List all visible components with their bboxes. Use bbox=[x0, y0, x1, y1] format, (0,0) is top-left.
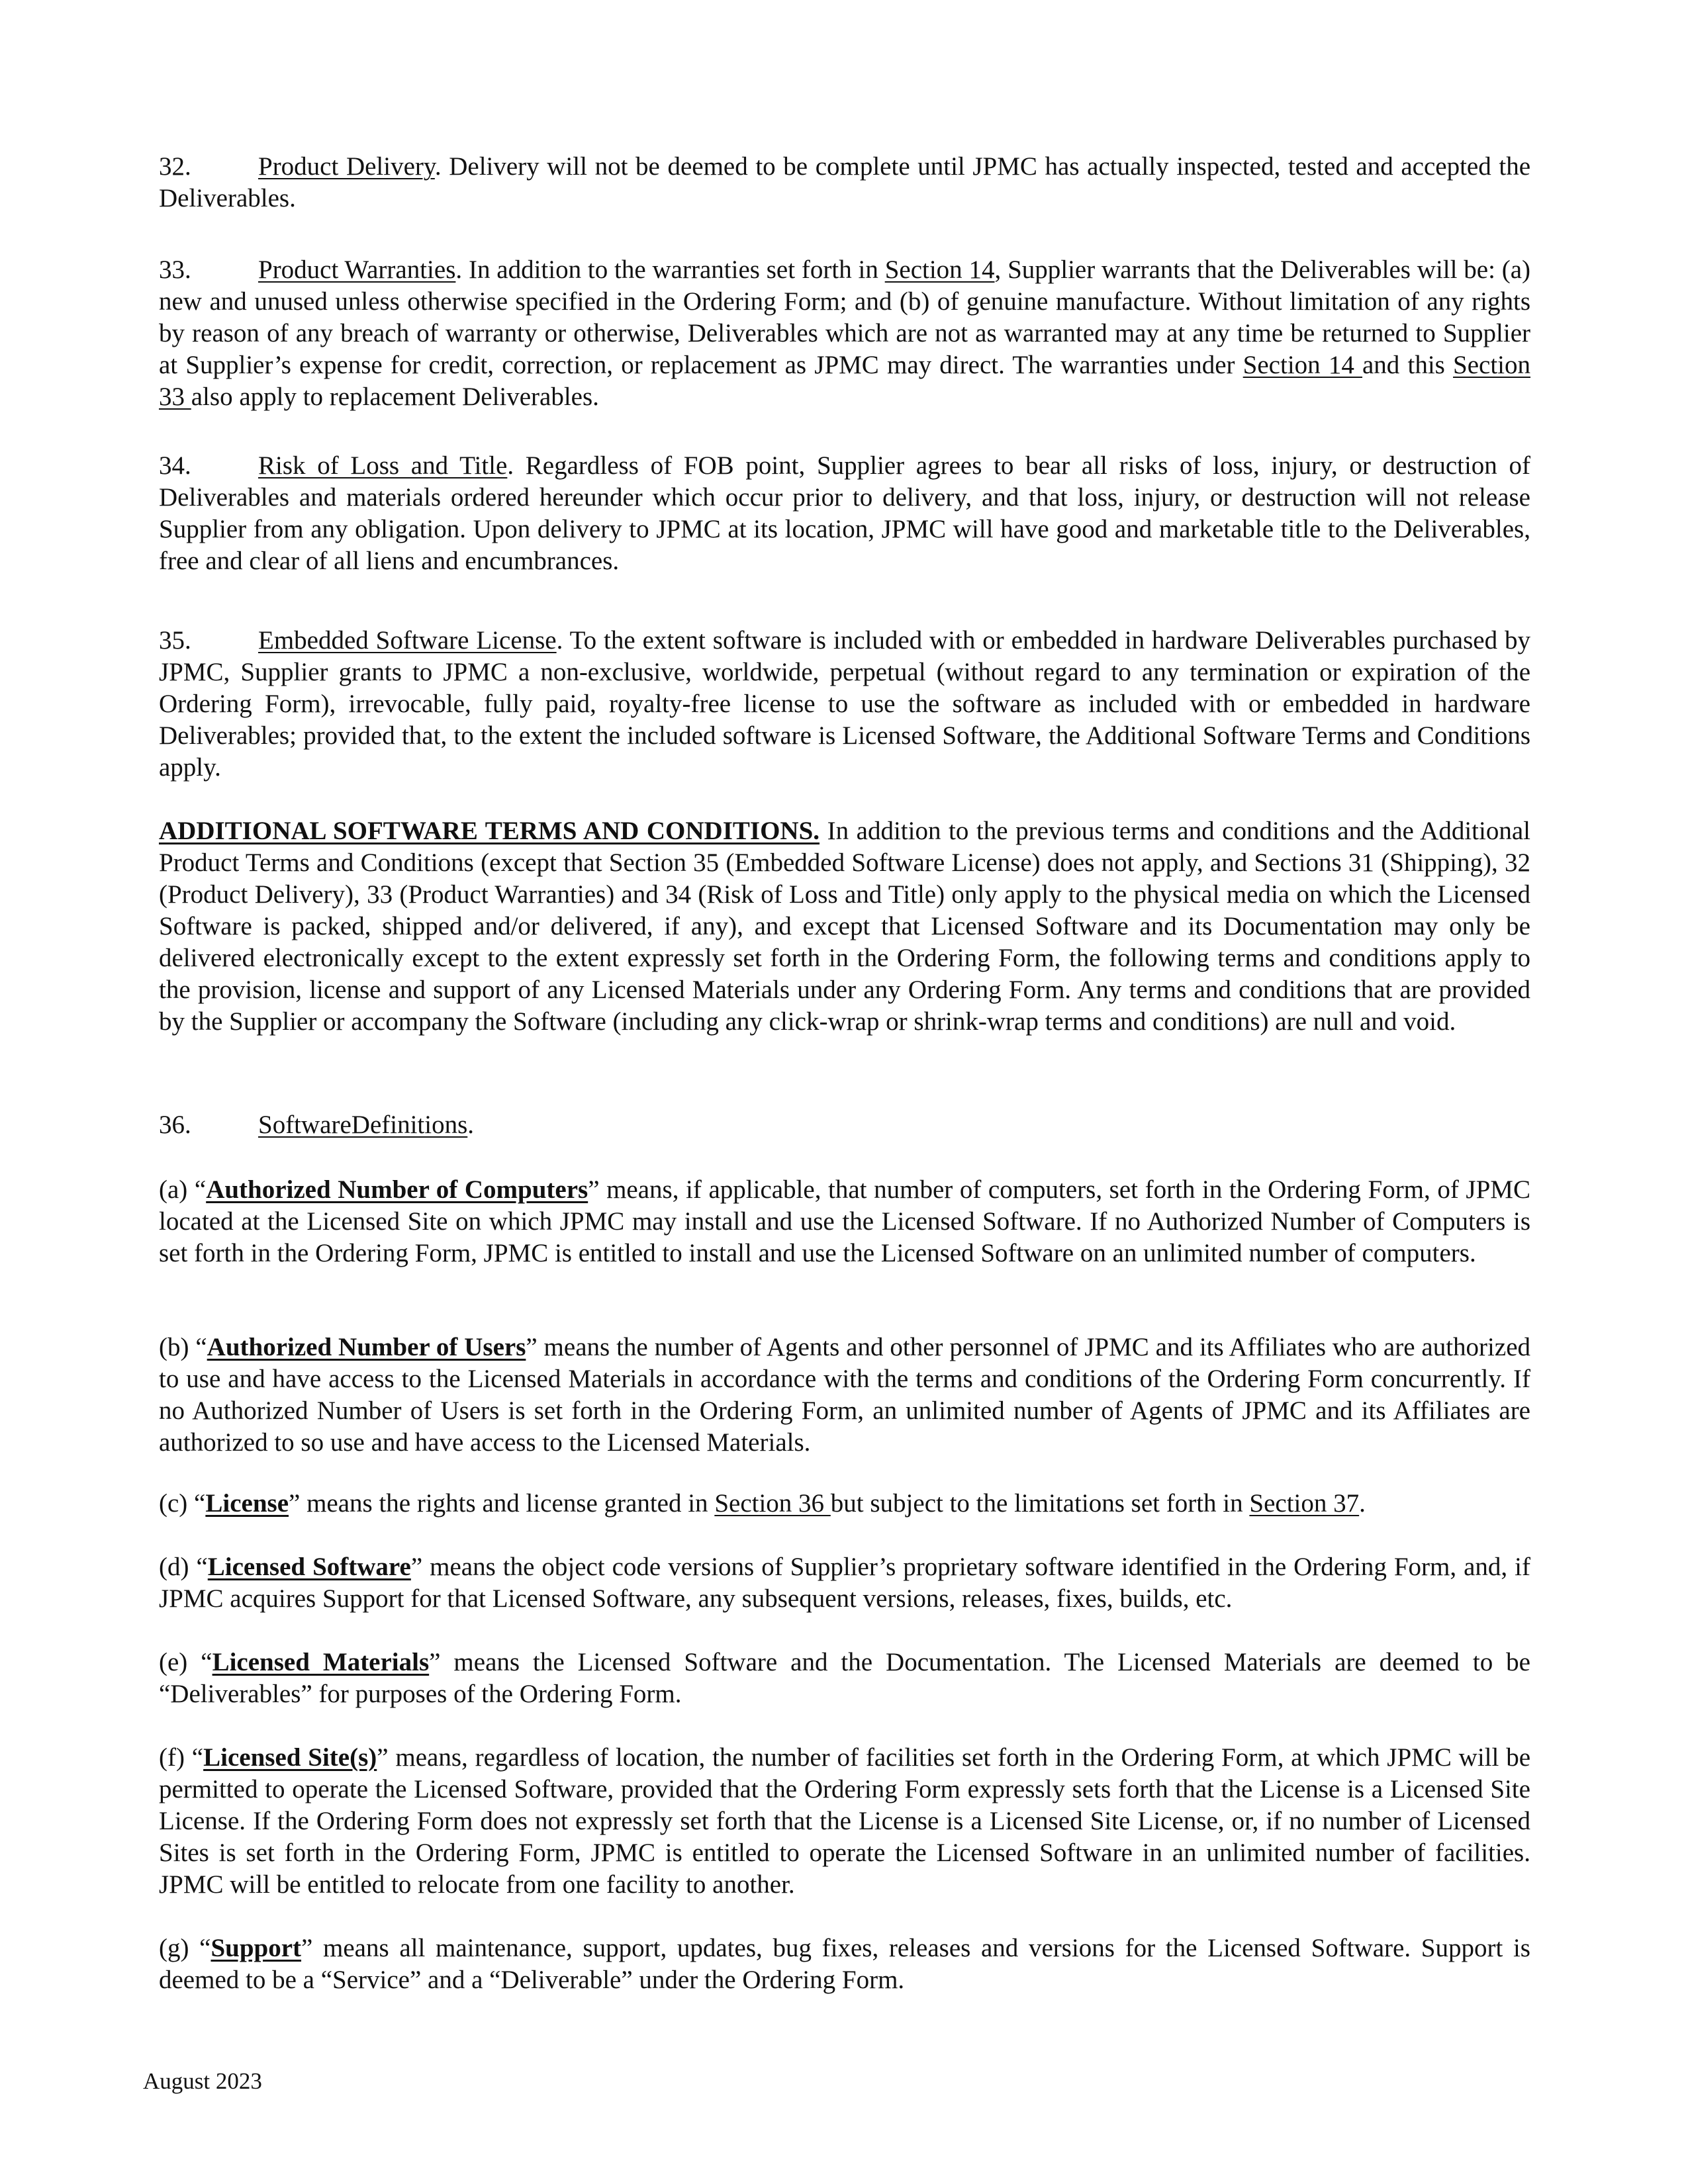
section-34 bbox=[159, 450, 1530, 577]
definition-body: ” means, regardless of location, the number of facilities set forth in the Ordering Form, at which JPMC will be permitted to operate the Licensed Software, provided that the Ordering Form expressly sets forth that the License is a Licensed Site License. If the Ordering Form does not expressly set forth that the License is a Licensed Site License, or, if no number of Licensed Sites is set forth in the Ordering Form, JPMC is entitled to operate the Licensed Software in an unlimited number of facilities. JPMC will be entitled to relocate from one facility to another. bbox=[159, 1743, 1530, 1899]
definition-g bbox=[159, 1933, 1530, 1996]
section-reference: Section 33 bbox=[159, 351, 1530, 411]
definition-body: ” means the object code versions of Supplier’s proprietary software identified in the Ordering Form, and, if JPMC acquires Support for that Licensed Software, any subsequent versions, releases, fixes, builds, etc. bbox=[159, 1553, 1530, 1613]
definition-prefix: (g) “ bbox=[159, 1934, 211, 1962]
additional-heading: ADDITIONAL SOFTWARE TERMS AND CONDITIONS. bbox=[159, 817, 820, 845]
section-title: SoftwareDefinitions bbox=[258, 1111, 468, 1139]
definition-body: ” means the Licensed Software and the Documentation. The Licensed Materials are deemed to be “Deliverables” for purposes of the Ordering Form. bbox=[159, 1648, 1530, 1708]
definition-prefix: (e) “ bbox=[159, 1648, 212, 1676]
definition-a bbox=[159, 1174, 1530, 1269]
definition-body: ” means the number of Agents and other personnel of JPMC and its Affiliates who are authorized to use and have access to the Licensed Materials in accordance with the terms and conditions of the Ordering Form concurrently. If no Authorized Number of Users is set forth in the Ordering Form, an unlimited number of Agents of JPMC and its Affiliates are authorized to so use and have access to the Licensed Materials. bbox=[159, 1333, 1531, 1457]
definition-b bbox=[159, 1332, 1530, 1459]
definition-prefix: (b) “ bbox=[159, 1333, 207, 1361]
definition-text: . bbox=[1359, 1489, 1366, 1518]
section-reference: Section 14 bbox=[884, 255, 995, 284]
definition-body: ” means, if applicable, that number of computers, set forth in the Ordering Form, of JPMC located at the Licensed Site on which JPMC may install and use the Licensed Software. If no Authorized Number of Computers is set forth in the Ordering Form, JPMC is entitled to install and use the Licensed Software on an unlimited number of computers. bbox=[159, 1175, 1530, 1267]
section-number: 36. bbox=[159, 1111, 191, 1139]
section-35 bbox=[159, 625, 1530, 784]
section-number: 35. bbox=[159, 626, 191, 655]
section-text: also apply to replacement Deliverables. bbox=[191, 383, 599, 411]
definition-f bbox=[159, 1742, 1530, 1901]
section-title: Product Warranties bbox=[258, 255, 456, 284]
definition-term: License bbox=[205, 1489, 289, 1518]
section-body: . To the extent software is included with or embedded in hardware Deliverables purchased by JPMC, Supplier grants to JPMC a non-exclusive, worldwide, perpetual (without regard to any termination or expiration of the Ordering Form), irrevocable, fully paid, royalty-free license to use the software as included with or embedded in hardware Deliverables; provided that, to the extent the included software is Licensed Software, the Additional Software Terms and Conditions apply. bbox=[159, 626, 1530, 782]
definition-text: but subject to the limitations set forth in bbox=[830, 1489, 1250, 1518]
definition-term: Licensed Materials bbox=[212, 1648, 430, 1676]
definition-term: Support bbox=[211, 1934, 302, 1962]
definition-term: Authorized Number of Computers bbox=[206, 1175, 588, 1204]
footer-date: August 2023 bbox=[143, 2068, 262, 2094]
section-reference: Section 36 bbox=[714, 1489, 831, 1518]
definition-prefix: (a) “ bbox=[159, 1175, 207, 1204]
section-title: Product Delivery bbox=[258, 152, 435, 181]
definition-prefix: (c) “ bbox=[159, 1489, 206, 1518]
additional-body: In addition to the previous terms and conditions and the Additional Product Terms and Conditions (except that Section 35 (Embedded Software License) does not apply, and Sections 31 (Shipping), 32 (Product Delivery), 33 (Product Warranties) and 34 (Risk of Loss and Title) only apply to the physical media on which the Licensed Software is packed, shipped and/or delivered, if any), and except that Licensed Software and its Documentation may only be delivered electronically except to the extent expressly set forth in the Ordering Form, the following terms and conditions apply to the provision, license and support of any Licensed Materials under any Ordering Form. Any terms and conditions that are provided by the Supplier or accompany the Software (including any click-wrap or shrink-wrap terms and conditions) are null and void. bbox=[159, 817, 1530, 1036]
definition-e bbox=[159, 1647, 1530, 1710]
section-body: . Delivery will not be deemed to be complete until JPMC has actually inspected, tested and accepted the Deliverables. bbox=[159, 152, 1531, 212]
definition-term: Authorized Number of Users bbox=[207, 1333, 526, 1361]
section-title: Risk of Loss and Title bbox=[258, 451, 508, 480]
additional-software-terms bbox=[159, 815, 1530, 1038]
definition-text: ” means the rights and license granted in bbox=[289, 1489, 715, 1518]
section-body: . Regardless of FOB point, Supplier agrees to bear all risks of loss, injury, or destruction of Deliverables and materials ordered hereunder which occur prior to delivery, and that loss, injury, or destruction will not release Supplier from any obligation. Upon delivery to JPMC at its location, JPMC will have good and marketable title to the Deliverables, free and clear of all liens and encumbrances. bbox=[159, 451, 1530, 575]
section-period: . bbox=[467, 1111, 475, 1139]
definition-d bbox=[159, 1551, 1530, 1615]
section-title: Embedded Software License bbox=[258, 626, 557, 655]
definition-prefix: (d) “ bbox=[159, 1553, 208, 1581]
section-number: 32. bbox=[159, 152, 191, 181]
definition-term: Licensed Software bbox=[207, 1553, 411, 1581]
definition-prefix: (f) “ bbox=[159, 1743, 204, 1772]
section-text: . In addition to the warranties set forth in bbox=[455, 255, 885, 284]
section-reference: Section 37 bbox=[1249, 1489, 1360, 1518]
section-text: , Supplier warrants that the Deliverables will be: (a) new and unused unless otherwise specified in the Ordering Form; and (b) of genuine manufacture. Without limitation of any rights by reason of any breach of warranty or otherwise, Deliverables which are not as warranted may at any time be returned to Supplier at Supplier’s expense for credit, correction, or replacement as JPMC may direct. The warranties under bbox=[159, 255, 1531, 379]
section-36 bbox=[159, 1109, 1530, 1141]
definition-body: ” means all maintenance, support, updates, bug fixes, releases and versions for the Licensed Software. Support is deemed to be a “Service” and a “Deliverable” under the Ordering Form. bbox=[159, 1934, 1530, 1994]
section-text: and this bbox=[1362, 351, 1454, 379]
section-33 bbox=[159, 254, 1530, 413]
section-number: 33. bbox=[159, 255, 191, 284]
definition-term: Licensed Site(s) bbox=[203, 1743, 377, 1772]
definition-c bbox=[159, 1488, 1530, 1520]
section-number: 34. bbox=[159, 451, 191, 480]
section-reference: Section 14 bbox=[1243, 351, 1362, 379]
section-32 bbox=[159, 151, 1530, 214]
